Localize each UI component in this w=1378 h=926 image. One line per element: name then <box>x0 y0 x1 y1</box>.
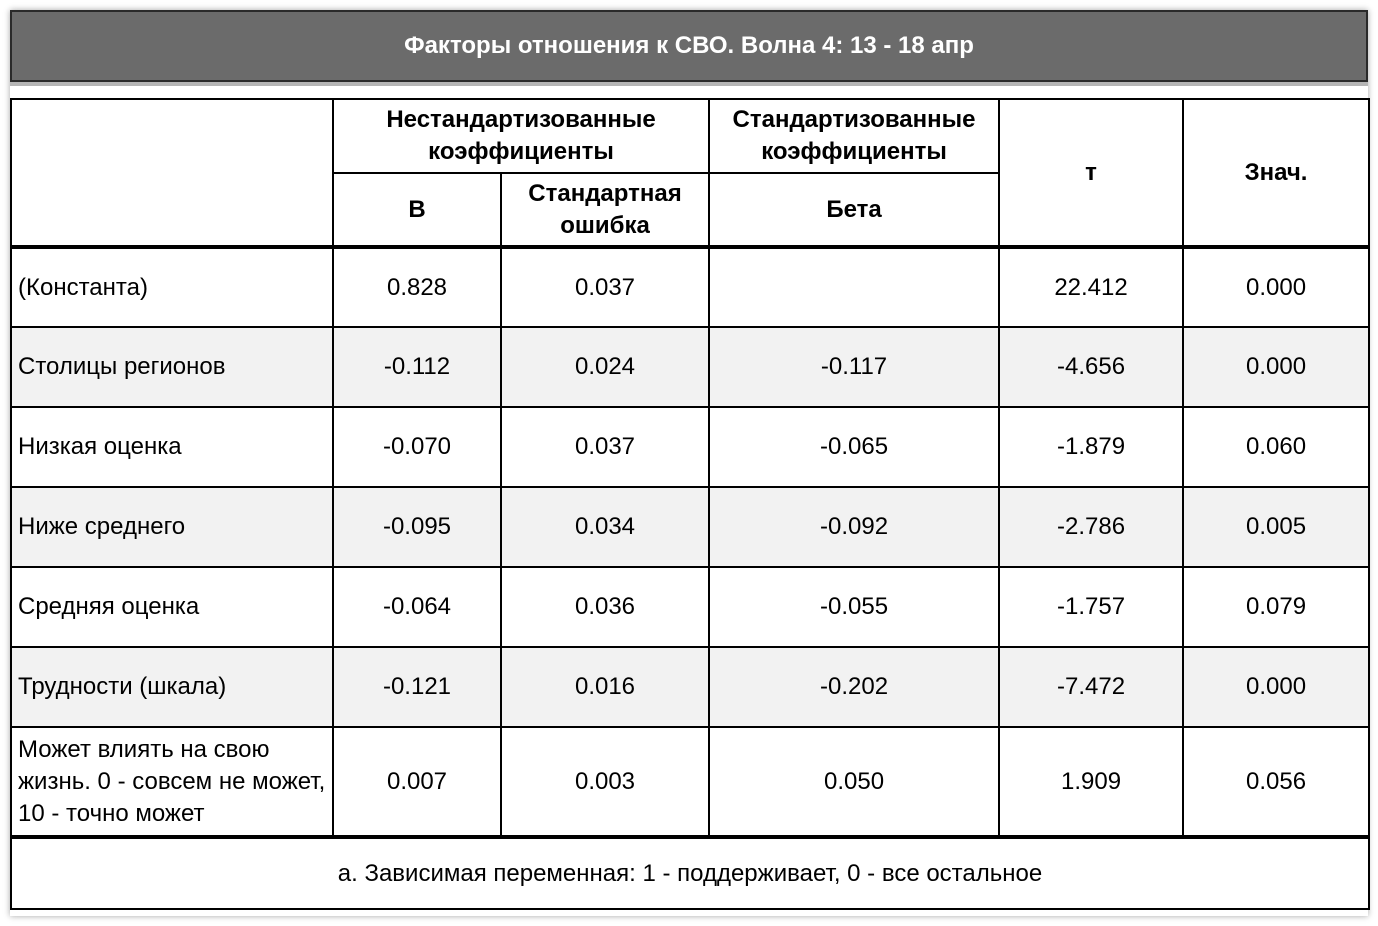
cell-se: 0.003 <box>501 727 709 837</box>
cell-t: 22.412 <box>999 247 1183 327</box>
header-empty-cell <box>11 99 333 247</box>
cell-t: 1.909 <box>999 727 1183 837</box>
table-body <box>11 247 1369 837</box>
cell-label: (Константа) <box>11 247 333 327</box>
cell-beta: -0.092 <box>709 487 999 567</box>
table-row <box>11 647 1369 727</box>
cell-se: 0.024 <box>501 327 709 407</box>
cell-sig: 0.000 <box>1183 647 1369 727</box>
title-divider <box>10 82 1368 92</box>
header-beta: Бета <box>709 173 999 247</box>
cell-label: Ниже среднего <box>11 487 333 567</box>
cell-se: 0.034 <box>501 487 709 567</box>
cell-b: -0.095 <box>333 487 501 567</box>
footnote: a. Зависимая переменная: 1 - поддерживает, 0 - все остальное <box>11 837 1369 909</box>
cell-beta: 0.050 <box>709 727 999 837</box>
cell-label: Трудности (шкала) <box>11 647 333 727</box>
table-title: Факторы отношения к СВО. Волна 4: 13 - 18 апр <box>10 10 1368 82</box>
header-standardized: Стандартизованные коэффициенты <box>709 99 999 173</box>
cell-sig: 0.000 <box>1183 327 1369 407</box>
cell-beta: -0.055 <box>709 567 999 647</box>
table-row <box>11 487 1369 567</box>
cell-sig: 0.060 <box>1183 407 1369 487</box>
cell-sig: 0.005 <box>1183 487 1369 567</box>
cell-label: Может влиять на свою жизнь. 0 - совсем не может, 10 - точно может <box>11 727 333 837</box>
cell-label: Средняя оценка <box>11 567 333 647</box>
cell-b: -0.070 <box>333 407 501 487</box>
cell-sig: 0.056 <box>1183 727 1369 837</box>
header-sig: Знач. <box>1183 99 1369 247</box>
cell-b: -0.121 <box>333 647 501 727</box>
header-std-error: Стандартная ошибка <box>501 173 709 247</box>
header-row-1 <box>11 99 1369 173</box>
cell-label: Низкая оценка <box>11 407 333 487</box>
table-row <box>11 327 1369 407</box>
table-frame <box>10 10 1368 916</box>
regression-table <box>10 98 1370 910</box>
header-unstandardized: Нестандартизованные коэффициенты <box>333 99 709 173</box>
cell-beta: -0.065 <box>709 407 999 487</box>
cell-t: -4.656 <box>999 327 1183 407</box>
table-row <box>11 567 1369 647</box>
cell-beta: -0.202 <box>709 647 999 727</box>
cell-b: 0.007 <box>333 727 501 837</box>
table-row <box>11 247 1369 327</box>
cell-sig: 0.079 <box>1183 567 1369 647</box>
cell-se: 0.016 <box>501 647 709 727</box>
cell-t: -1.757 <box>999 567 1183 647</box>
cell-se: 0.036 <box>501 567 709 647</box>
cell-sig: 0.000 <box>1183 247 1369 327</box>
cell-beta <box>709 247 999 327</box>
header-t: т <box>999 99 1183 247</box>
cell-b: 0.828 <box>333 247 501 327</box>
cell-t: -1.879 <box>999 407 1183 487</box>
cell-b: -0.064 <box>333 567 501 647</box>
cell-beta: -0.117 <box>709 327 999 407</box>
table-row <box>11 407 1369 487</box>
table-row <box>11 727 1369 837</box>
header-b: B <box>333 173 501 247</box>
footnote-row <box>11 837 1369 909</box>
cell-b: -0.112 <box>333 327 501 407</box>
cell-t: -2.786 <box>999 487 1183 567</box>
cell-label: Столицы регионов <box>11 327 333 407</box>
cell-se: 0.037 <box>501 247 709 327</box>
cell-t: -7.472 <box>999 647 1183 727</box>
cell-se: 0.037 <box>501 407 709 487</box>
